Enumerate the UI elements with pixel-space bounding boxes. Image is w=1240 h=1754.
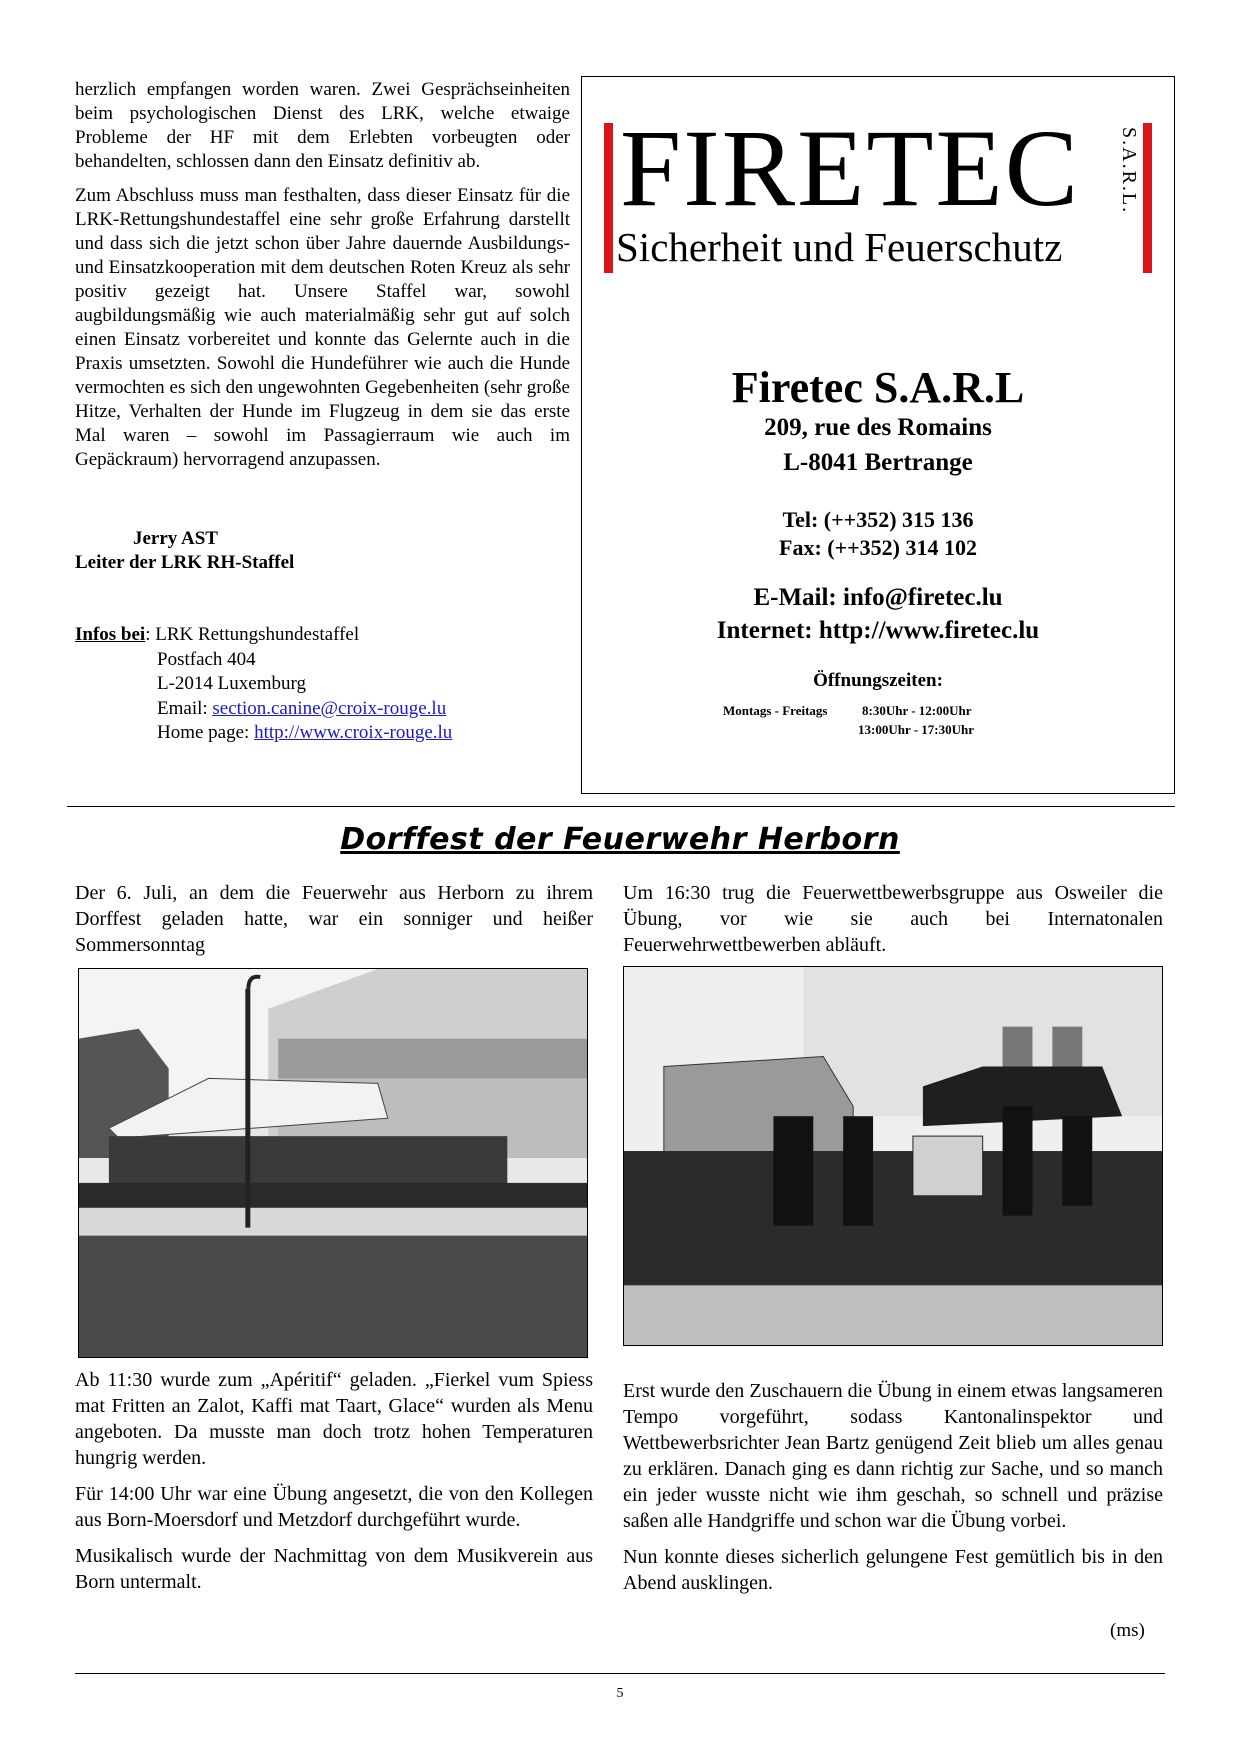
- homepage-label: Home page:: [157, 722, 255, 743]
- paragraph: Zum Abschluss muss man festhalten, dass dieser Einsatz für die LRK-Rettungshundestaffel eine sehr große Erfahrung darstellt und dass sich die jetzt schon über Jahre dauernde Ausbildungs- und Einsatzkooperation mit dem deutschen Roten Kreuz als sehr positiv gezeigt hat. Unsere Staffel war, sowohl augbildungsmäßig wie auch materialmäßig sehr gut auf solch einen Einsatz vorbereitet und konnte das Gelernte auch in die Praxis umsetzten. Sowohl die Hundeführer wie auch die Hunde vermochten es sich den ungewohnten Gegebenheiten (sehr große Hitze, Verhalten der Hunde im Flugzeug in dem sie das erste Mal waren – sowohl im Passagierraum wie auch im Gepäckraum) hervorragend anzupassen.: [75, 185, 570, 470]
- infos-city: L-2014 Luxemburg: [157, 673, 306, 694]
- signature-name: Jerry AST: [133, 528, 218, 549]
- paragraph: Erst wurde den Zuschauern die Übung in einem etwas langsameren Tempo vorgeführt, sodass Kantonalinspektor und Wettbewerbsrichter Jean Bartz genügend Zeit blieb um alles genau zu erklären. Danach ging es dann richtig zur Sache, und so manch ein jeder wusste nicht wie ihm geschah, so schnell und präzise saßen alle Handgriffe und schon war die Übung vorbei.: [623, 1380, 1163, 1532]
- contact-info: [75, 623, 575, 746]
- infos-postfach: Postfach 404: [157, 648, 256, 670]
- infos-label: Infos bei: [75, 624, 146, 645]
- company-city: L-8041 Bertrange: [783, 449, 973, 476]
- red-bar-left: [604, 123, 613, 273]
- signature-role: Leiter der LRK RH-Staffel: [75, 552, 295, 573]
- paragraph: Musikalisch wurde der Nachmittag von dem Musikverein aus Born untermalt.: [75, 1545, 593, 1593]
- firetec-advertisement: [581, 76, 1175, 794]
- paragraph: Für 14:00 Uhr war eine Übung angesetzt, die von den Kollegen aus Born-Moersdorf und Metzdorf durchgeführt wurde.: [75, 1483, 593, 1531]
- left-intro: Der 6. Juli, an dem die Feuerwehr aus Herborn zu ihrem Dorffest geladen hatte, war ein sonniger und heißer Sommersonntag: [75, 882, 593, 956]
- company-name: Firetec S.A.R.L: [731, 363, 1025, 412]
- email-label: Email:: [157, 697, 213, 719]
- firefighter-exercise-photo: [623, 966, 1163, 1346]
- opening-hours-1: 8:30Uhr - 12:00Uhr: [862, 703, 972, 718]
- article-title: Dorffest der Feuerwehr Herborn: [340, 822, 900, 857]
- right-intro: Um 16:30 trug die Feuerwettbewerbsgruppe aus Osweiler die Übung, vor wie sie auch bei Internatonalen Feuerwehrwettbewerben abläuft.: [623, 882, 1163, 956]
- footer-rule: [75, 1673, 1165, 1674]
- opening-hours-2: 13:00Uhr - 17:30Uhr: [858, 722, 975, 737]
- left-body: [75, 1367, 593, 1595]
- email-link[interactable]: section.canine@croix-rouge.lu: [212, 697, 447, 719]
- firetec-sarl: S.A.R.L.: [1118, 127, 1140, 215]
- opening-days: Montags - Freitags: [723, 703, 828, 718]
- opening-hours-title: Öffnungszeiten:: [813, 670, 943, 691]
- company-fax: Fax: (++352) 314 102: [779, 535, 977, 560]
- left-top-column: [75, 78, 570, 482]
- paragraph: Nun konnte dieses sicherlich gelungene Fest gemütlich bis in den Abend ausklingen.: [623, 1546, 1163, 1594]
- festival-photo: [78, 968, 588, 1358]
- right-body: [623, 1378, 1163, 1596]
- paragraph: Ab 11:30 wurde zum „Apéritif“ geladen. „Fierkel vum Spiess mat Fritten an Zalot, Kaffi mat Taart, Glace“ wurden als Menu angeboten. Da musste man doch trotz hohen Temperaturen hungrig werden.: [75, 1369, 593, 1469]
- article-author: (ms): [1110, 1620, 1145, 1641]
- page-number: 5: [616, 1686, 624, 1701]
- red-bar-right: [1143, 123, 1152, 273]
- company-tel: Tel: (++352) 315 136: [782, 507, 974, 532]
- firetec-tagline: Sicherheit und Feuerschutz: [616, 224, 1063, 270]
- firetec-logo: FIRETEC: [620, 107, 1081, 229]
- paragraph: herzlich empfangen worden waren. Zwei Gesprächseinheiten beim psychologischen Dienst des LRK, welche etwaige Probleme der HF mit dem Erlebten vorbeugten oder behandelten, schlossen dann den Einsatz definitiv ab.: [75, 79, 570, 172]
- infos-org: : LRK Rettungshundestaffel: [145, 624, 360, 645]
- company-email: E-Mail: info@firetec.lu: [753, 584, 1003, 611]
- company-internet: Internet: http://www.firetec.lu: [716, 617, 1040, 644]
- homepage-link[interactable]: http://www.croix-rouge.lu: [254, 722, 453, 743]
- company-street: 209, rue des Romains: [764, 414, 992, 441]
- section-divider: [67, 806, 1175, 807]
